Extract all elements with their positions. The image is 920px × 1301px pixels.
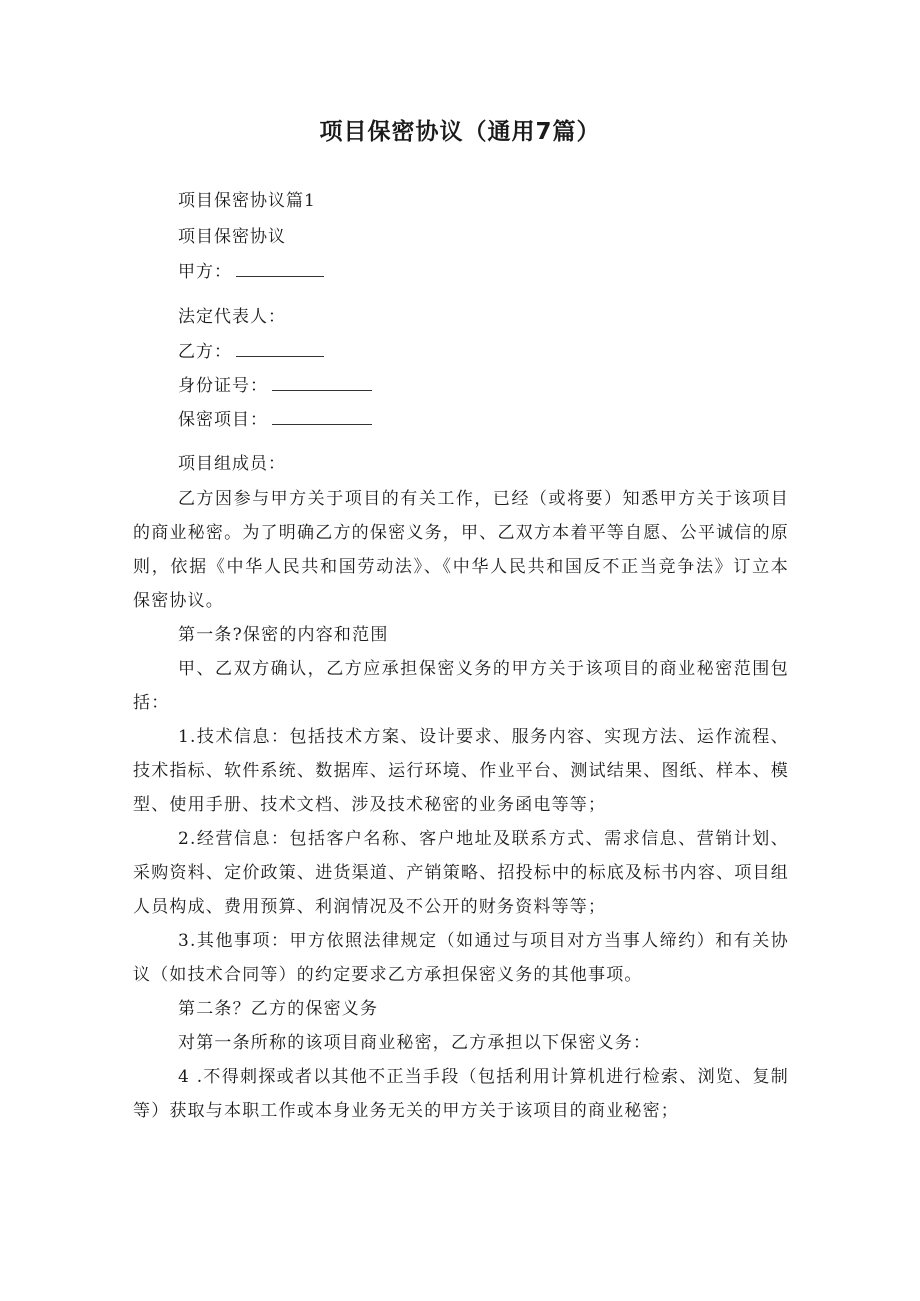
project-line [178, 406, 372, 433]
id-number-blank [272, 372, 372, 391]
project-label: 保密项目： [178, 410, 268, 430]
legal-rep-label: 法定代表人： [178, 307, 286, 327]
technical-info-paragraph: 1.技术信息：包括技术方案、设计要求、服务内容、实现方法、运作流程、技术指标、软件系统、数据库、运行环境、作业平台、测试结果、图纸、样本、模型、使用手册、技术文档、涉及技术秘密的业务函电等等； [133, 727, 789, 815]
id-number-line [178, 372, 372, 399]
intro-paragraph: 乙方因参与甲方关于项目的有关工作，已经（或将要）知悉甲方关于该项目的商业秘密。为了明确乙方的保密义务，甲、乙双方本着平等自愿、公平诚信的原则，依据《中华人民共和国劳动法》、《中华人民共和国反不正当竞争法》订立本保密协议。 [133, 489, 789, 611]
document-title: 项目保密协议（通用7篇） [319, 119, 601, 145]
party-b-line [178, 338, 324, 365]
party-b-label: 乙方： [178, 342, 232, 362]
article-2-heading: 第二条？乙方的保密义务 [178, 999, 379, 1019]
project-blank [272, 406, 372, 425]
agreement-name: 项目保密协议 [178, 227, 286, 247]
id-number-label: 身份证号： [178, 376, 268, 396]
obligation-1-paragraph: 4 .不得刺探或者以其他不正当手段（包括利用计算机进行检索、浏览、复制等）获取与本职工作或本身业务无关的甲方关于该项目的商业秘密； [133, 1067, 789, 1121]
article-1-paragraph: 甲、乙双方确认，乙方应承担保密义务的甲方关于该项目的商业秘密范围包括： [133, 659, 789, 713]
party-a-line [178, 258, 324, 285]
article-2-paragraph: 对第一条所称的该项目商业秘密，乙方承担以下保密义务： [178, 1033, 652, 1053]
business-info-paragraph: 2.经营信息：包括客户名称、客户地址及联系方式、需求信息、营销计划、采购资料、定价政策、进货渠道、产销策略、招投标中的标底及标书内容、项目组人员构成、费用预算、利润情况及不公开的财务资料等等； [133, 829, 789, 917]
section-heading: 项目保密协议篇1 [178, 191, 316, 211]
party-a-label: 甲方： [178, 262, 232, 282]
party-b-blank [236, 338, 324, 357]
other-matters-paragraph: 3.其他事项：甲方依照法律规定（如通过与项目对方当事人缔约）和有关协议（如技术合同等）的约定要求乙方承担保密义务的其他事项。 [133, 931, 789, 985]
members-label: 项目组成员： [178, 454, 286, 474]
article-1-heading: 第一条?保密的内容和范围 [178, 625, 389, 645]
party-a-blank [236, 258, 324, 277]
